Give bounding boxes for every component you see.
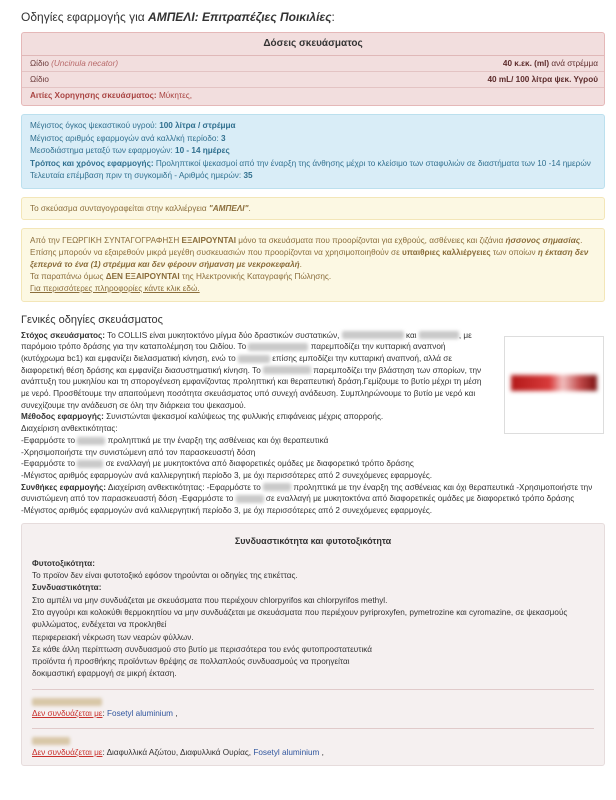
dose-pest: Ωίδιο	[30, 59, 49, 68]
combination-line: δοκιμαστική εφαρμογή σε μικρή έκταση.	[32, 669, 177, 679]
method-paragraph: Μέθοδος εφαρμογής: Συνιστώνται ψεκασμοί καλύψεως της φυλλικής επιφάνειας μέχρις απορροής.	[21, 412, 384, 422]
warning-line-3: Τα παραπάνω όμως ΔΕΝ ΕΞΑΙΡΟΥΝΤΑΙ της Ηλεκτρονικής Καταγραφής Πώλησης.	[30, 271, 332, 281]
more-info-link[interactable]: Για περισσότερες πληροφορίες κάντε κλικ εδώ.	[30, 283, 200, 293]
dose-pest: Ωίδιο	[30, 75, 49, 84]
phytotoxicity-text: Το προϊον δεν είναι φυτοτοξικό εφόσον τηρούνται οι οδηγίες της ετικέττας.	[32, 571, 298, 581]
resistance-item: -Εφαρμόστε το σε εναλλαγή με μυκητοκτόνα από διαφορετικές ομάδες με διαφορετικό τρόπο δράσης	[21, 459, 414, 469]
dose-row	[22, 72, 604, 88]
resistance-title: Διαχείριση ανθεκτικότητας:	[21, 424, 118, 434]
general-instructions	[21, 330, 605, 517]
combination-line: Σε κάθε άλλη περίπτωση συνδυασμού στο βυτίο με περισσότερα του ενός φυτοπροστατευτικά	[32, 644, 372, 654]
resistance-item: -Εφαρμόστε το προληπτικά με την έναρξη της ασθένειας και όχι θεραπευτικά	[21, 435, 329, 445]
dose-scientific-name: (Uncinula necator)	[51, 59, 119, 68]
page-title	[21, 10, 605, 24]
general-section-title: Γενικές οδηγίες σκευάσματος	[21, 313, 163, 326]
combination-line: Στο αγγούρι και κολοκύθι θερμοκηπίου να μην συνδυάζεται με σκευάσματα που περιέχουν pyriproxyfen, pymetrozine και cyromazine, σε ψεκασμούς φυλλώματος, ενδέχεται να προκληθεί	[32, 607, 568, 630]
doses-title: Δόσεις σκευάσματος	[22, 33, 604, 56]
application-info-panel	[21, 114, 605, 189]
dose-cause-value: Μύκητες,	[156, 91, 192, 100]
fosetyl-link[interactable]: Fosetyl aluminium	[107, 708, 173, 718]
combination-line: προϊόντα ή προσθήκης προϊόντων θρέψης σε πολλαπλούς συνδυασμούς να προηγείται	[32, 657, 350, 667]
dose-value-bold: 40 mL/ 100 λίτρα ψεκ. Υγρού	[487, 75, 598, 84]
prescription-notice: Το σκεύασμα συνταγογραφείται στην καλλιέργεια "ΑΜΠΕΛΙ".	[21, 197, 605, 220]
active-ingredient-block: Δεν συνδυάζεται με: Διαφυλλικά Αζώτου, Διαφυλλικά Ουρίας, Fosetyl aluminium ,	[32, 728, 594, 759]
info-max-apps: Μέγιστος αριθμός εφαρμογών ανά καλλ/κή περίοδο: 3	[30, 133, 226, 143]
combination-label: Συνδυαστικότητα:	[32, 583, 102, 593]
not-combined-link[interactable]: Δεν συνδυάζεται με	[32, 708, 103, 718]
conditions-paragraph: Συνθήκες εφαρμογής: Διαχείριση ανθεκτικότητας: -Εφαρμόστε το προληπτικά με την έναρξη της ασθένειας και όχι θεραπευτικά -Χρησιμοποιήστε την συνιστώμενη από τον παρασκευαστή δόση -Εφαρμόστε το σε εναλλαγή με μυκητοκτόνα από διαφορετικές ομάδες με διαφορετικό τρόπο δράσης -Μέγιστος αριθμός εφαρμογών ανά καλλιεργητική περίοδο 3, με όχι περισσότερες από 2 συνεχόμενες εφαρμογές.	[21, 482, 593, 516]
dose-cause	[22, 88, 604, 105]
page-title-suffix: :	[331, 10, 335, 24]
dose-cause-label: Αιτίες Χορηγησης σκευάσματος:	[30, 91, 157, 100]
warning-line-2: Επίσης μπορούν να εξαιρεθούν μικρά μεγέθη συσκευασιών που προορίζονται να χρησιμοποιηθούν σε υπαιθριες καλλιέργειες των οποίων η έκταση δεν ξεπερνά το ένα (1) στρέμμα και δεν φέρουν σήμανση με νεκροκεφαλή.	[30, 247, 589, 269]
dose-row	[22, 56, 604, 72]
fosetyl-link[interactable]: Fosetyl aluminium	[253, 747, 320, 757]
resistance-item: -Χρησιμοποιήστε την συνιστώμενη από τον παρασκευαστή δόση	[21, 447, 256, 457]
info-phi: Τελευταία επέμβαση πριν τη συγκομιδή - Αριθμός ημερών: 35	[30, 171, 253, 180]
compatibility-panel	[21, 523, 605, 766]
info-timing: Τρόπος και χρόνος εφαρμογής: Προληπτικοί ψεκασμοί από την έναρξη της άνθησης μέχρι το κλείσιμο των σταφυλιών σε διαστήματα των 10 -14 ημερών	[30, 158, 591, 168]
info-interval: Μεσοδιάστημα μεταξύ των εφαρμογών: 10 - 14 ημέρες	[30, 146, 230, 155]
warning-line-1: Από την ΓΕΩΡΓΙΚΗ ΣΥΝΤΑΓΟΓΡΑΦΗΣΗ ΕΞΑΙΡΟΥΝΤΑΙ μόνο τα σκευάσματα που προορίζονται για εχθρούς, ασθένειες και ζιζάνια ήσσονος σημασίας.	[30, 235, 583, 245]
combination-line: Στο αμπέλι να μην συνδυάζεται με σκευάσματα που περιέχουν chlorpyrifos και chlorpyrifos methyl.	[32, 595, 388, 605]
page-title-prefix: Οδηγίες εφαρμογής για	[21, 10, 149, 24]
combination-line: περιφερειακή νέκρωση των νεαρών φύλλων.	[32, 632, 194, 642]
resistance-item: -Μέγιστος αριθμός εφαρμογών ανά καλλιεργητική περίοδο 3, με όχι περισσότερες από 2 συνεχόμενες εφαρμογές.	[21, 470, 433, 480]
dose-value-rest: ανά στρέμμα	[549, 59, 598, 68]
doses-panel	[21, 32, 605, 106]
product-image	[504, 336, 604, 434]
dose-value-bold: 40 κ.εκ. (ml)	[502, 59, 550, 68]
not-combined-link[interactable]: Δεν συνδυάζεται με	[32, 747, 103, 757]
exemption-warning	[21, 228, 605, 302]
active-ingredient-block: Δεν συνδυάζεται με: Fosetyl aluminium ,	[32, 689, 594, 720]
page-title-crop: ΑΜΠΕΛΙ: Επιτραπέζιες Ποικιλίες	[148, 10, 332, 24]
compatibility-title: Συνδυαστικότητα και φυτοτοξικότητα	[234, 535, 392, 546]
info-volume: Μέγιστος όγκος ψεκαστικού υγρού: 100 λίτρα / στρέμμα	[30, 121, 236, 130]
phytotoxicity-label: Φυτοτοξικότητα:	[32, 558, 95, 568]
target-paragraph: Στόχος σκευάσματος: Το COLLIS είναι μυκητοκτόνο μίγμα δύο δραστικών συστατικών, και , με παρόμοιο τρόπο δράσης για την καταπολέμηση του Ωιδίου. Το παρεμποδίζει την κυτταρική αναπνοή (κυτόχρωμα bc1) και εμφανίζει διελασματική κίνηση, ενώ το επίσης εμποδίζει την κυτταρική αναπνοή, αλλά σε διαφορετική θέση δράσης και εμφανίζει διασυστηματική κίνηση. Το παρεμποδίζει την βλάστηση των σπορίων, την ανάπτυξη του μυκηλίου και τη σπορογένεση εμφανίζοντας προληπτική και θεραπευτική δράση.Γεμίζουμε το βυτίο μέχρι τη μέση με νερό. Προσθέτουμε την απαιτούμενη ποσότητα σκευάσματος υπό συνεχή ανάδευση. Συμπληρώνουμε το βυτίο με νερό και συνεχίζουμε την ανάδευση σε όλη την διάρκεια του ψεκασμού.	[21, 330, 482, 410]
